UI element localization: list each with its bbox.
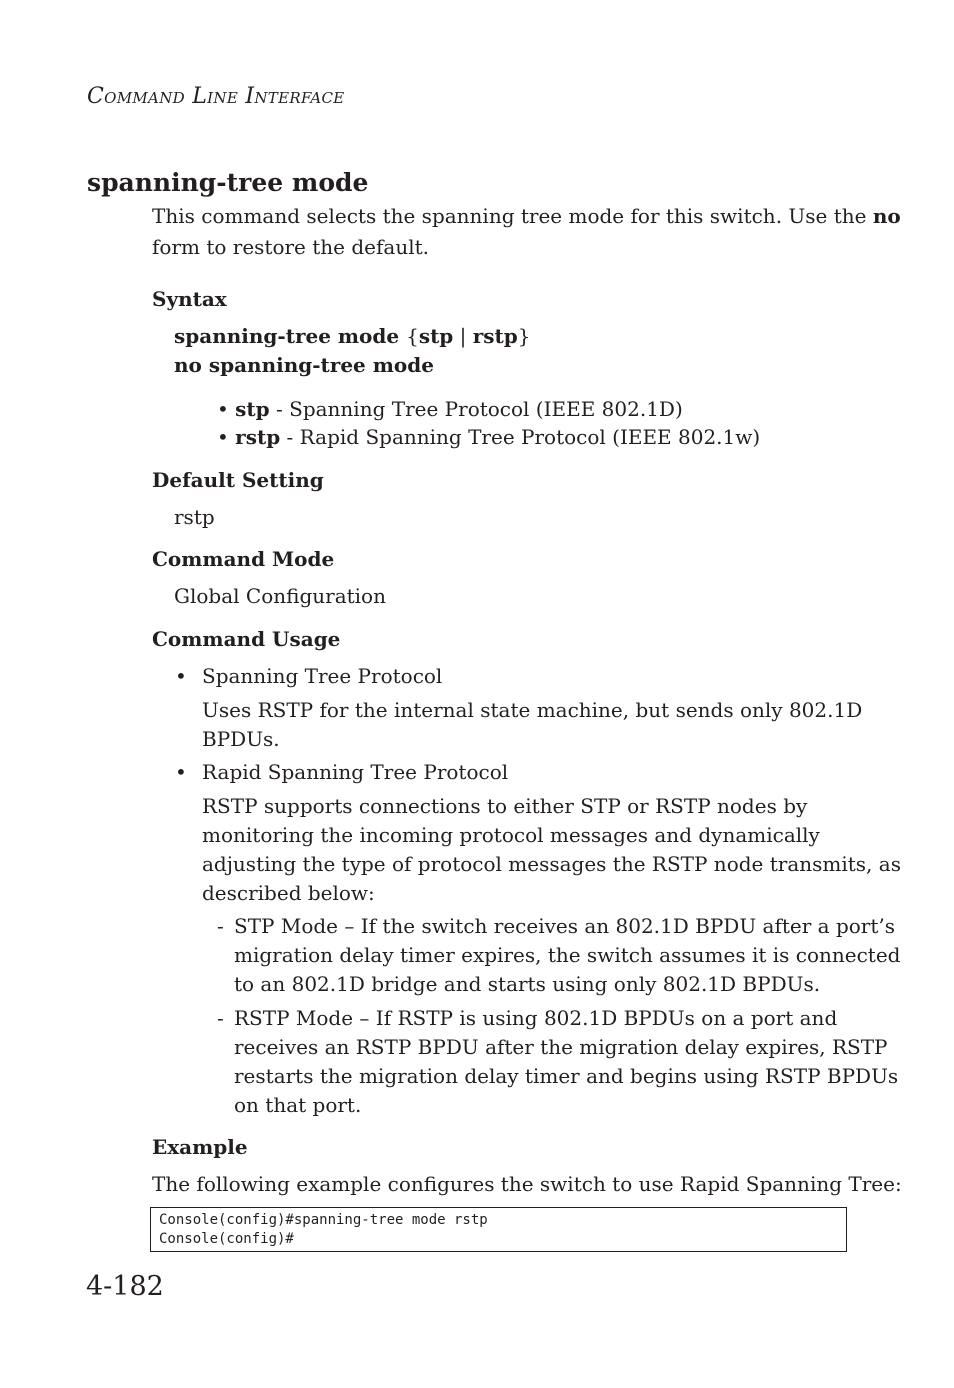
- code-block: [150, 1207, 847, 1252]
- usage-text-line: described below:: [202, 881, 375, 905]
- syntax-heading: Syntax: [152, 287, 227, 311]
- usage-text-line: RSTP supports connections to either STP or RSTP nodes by: [202, 794, 808, 818]
- running-header: COMMAND LINE INTERFACE: [87, 84, 345, 109]
- intro-line-2: form to restore the default.: [152, 235, 430, 259]
- code-line: Console(config)#spanning-tree mode rstp: [159, 1212, 488, 1228]
- usage-bullet: •: [175, 664, 187, 688]
- default-setting-heading: Default Setting: [152, 468, 324, 492]
- code-line: Console(config)#: [159, 1231, 294, 1247]
- command-usage-heading: Command Usage: [152, 627, 341, 651]
- usage-text-line: monitoring the incoming protocol messages and dynamically: [202, 823, 820, 847]
- usage-text-line: adjusting the type of protocol messages the RSTP node transmits, as: [202, 852, 901, 876]
- param-item: • rstp - Rapid Spanning Tree Protocol (IEEE 802.1w): [217, 425, 761, 449]
- usage-text-line: restarts the migration delay timer and begins using RSTP BPDUs: [234, 1064, 899, 1088]
- usage-text-line: on that port.: [234, 1093, 362, 1117]
- page-number: 4-182: [86, 1271, 164, 1302]
- usage-item-title: Spanning Tree Protocol: [202, 664, 443, 688]
- usage-text-line: RSTP Mode – If RSTP is using 802.1D BPDUs on a port and: [234, 1006, 838, 1030]
- usage-bullet: •: [175, 760, 187, 784]
- command-mode-value: Global Configuration: [174, 584, 386, 608]
- section-title: spanning-tree mode: [87, 168, 369, 197]
- syntax-no-command: no spanning-tree mode: [174, 353, 434, 377]
- default-setting-value: rstp: [174, 505, 215, 529]
- usage-text-line: receives an RSTP BPDU after the migration delay expires, RSTP: [234, 1035, 888, 1059]
- example-text: The following example configures the switch to use Rapid Spanning Tree:: [152, 1172, 902, 1196]
- usage-text-line: migration delay timer expires, the switch assumes it is connected: [234, 943, 901, 967]
- usage-dash: -: [217, 914, 224, 938]
- param-item: • stp - Spanning Tree Protocol (IEEE 802.1D): [217, 397, 683, 421]
- usage-text-line: STP Mode – If the switch receives an 802.1D BPDU after a port’s: [234, 914, 896, 938]
- example-heading: Example: [152, 1135, 248, 1159]
- usage-dash: -: [217, 1006, 224, 1030]
- usage-text-line: Uses RSTP for the internal state machine, but sends only 802.1D: [202, 698, 863, 722]
- syntax-command: spanning-tree mode {stp | rstp}: [174, 324, 531, 348]
- usage-item-title: Rapid Spanning Tree Protocol: [202, 760, 509, 784]
- command-mode-heading: Command Mode: [152, 547, 335, 571]
- intro-line-1: This command selects the spanning tree mode for this switch. Use the no: [152, 204, 901, 228]
- usage-text-line: BPDUs.: [202, 727, 280, 751]
- usage-text-line: to an 802.1D bridge and starts using only 802.1D BPDUs.: [234, 972, 821, 996]
